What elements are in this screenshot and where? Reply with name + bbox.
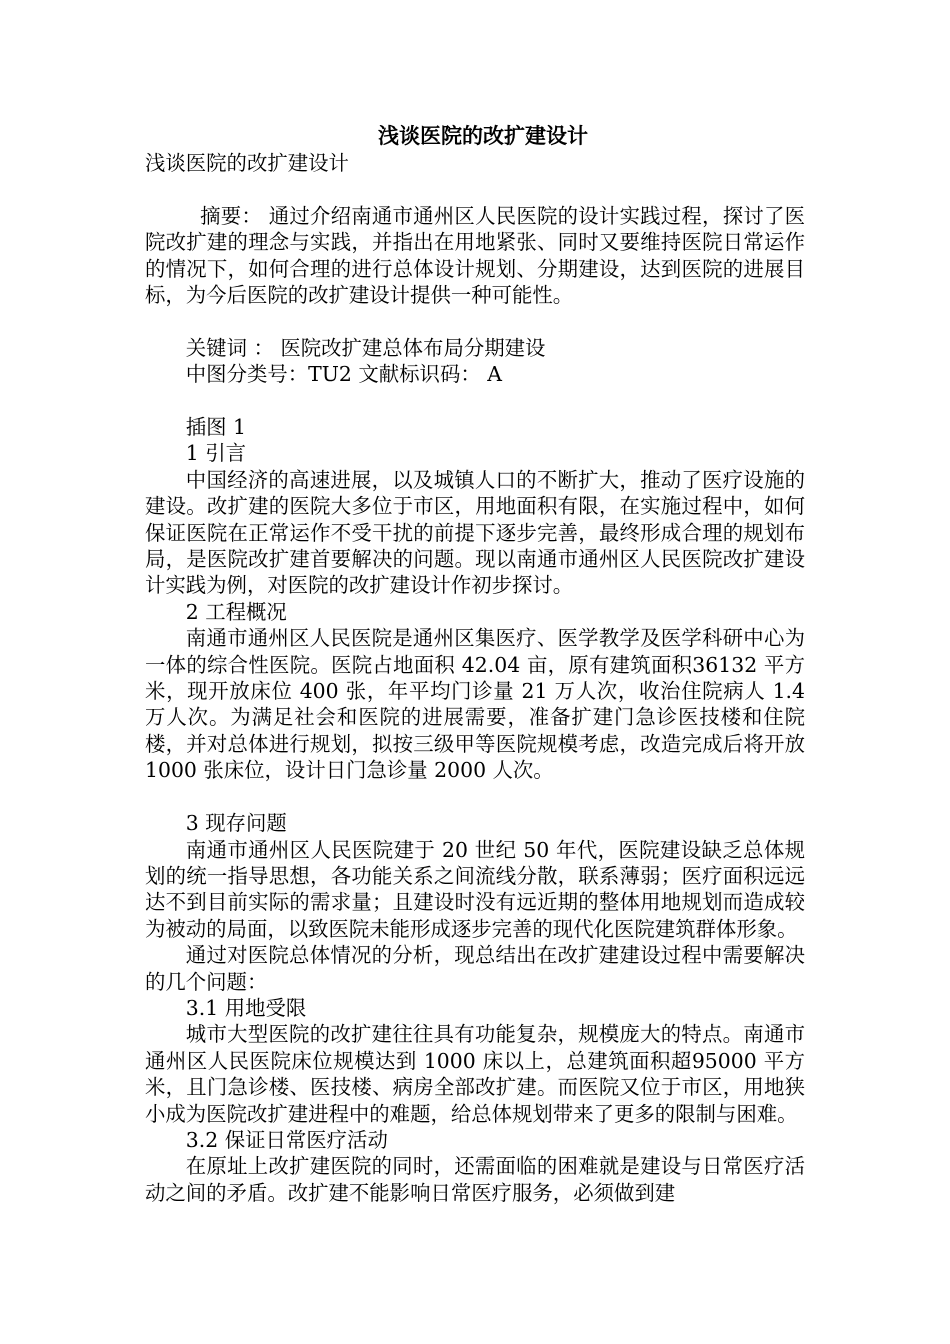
subsection-heading: 3.2 保证日常医疗活动 [185, 1127, 388, 1152]
subsection-heading: 3.1 用地受限 [185, 995, 307, 1020]
paragraph: 在原址上改扩建医院的同时，还需面临的困难就是建设与日常医疗活动之间的矛盾。改扩建不能影响日常医疗服务，必须做到建 [145, 1154, 805, 1205]
paragraph: 南通市通州区人民医院建于 20 世纪 50 年代，医院建设缺乏总体规划的统一指导思想，各功能关系之间流线分散，联系薄弱；医疗面积远远达不到目前实际的需求量；且建设时没有远近期的整体用地规划而造成较为被动的局面，以致医院未能形成逐步完善的现代化医院建筑群体形象。 [145, 837, 805, 941]
spacer [145, 784, 805, 810]
document-title: 浅谈医院的改扩建设计 [378, 123, 588, 148]
spacer [145, 176, 805, 202]
paragraph: 南通市通州区人民医院是通州区集医疗、医学教学及医学科研中心为一体的综合性医院。医院占地面积 42.04 亩，原有建筑面积36132 平方米，现开放床位 400 张，年平均门诊量 21 万人次，收治住院病人 1.4 万人次。为满足社会和医院的进展需要，准备扩建门急诊医技楼和住院楼，并对总体进行规划，拟按三级甲等医院规模考虑，改造完成后将开放 1000 张床位，设计日门急诊量 2000 人次。 [145, 626, 805, 783]
paragraph: 中国经济的高速进展，以及城镇人口的不断扩大，推动了医疗设施的建设。改扩建的医院大多位于市区，用地面积有限，在实施过程中，如何保证医院在正常运作不受干扰的前提下逐步完善，最终形成合理的规划布局，是医院改扩建首要解决的问题。现以南通市通州区人民医院改扩建设计实践为例，对医院的改扩建设计作初步探讨。 [145, 467, 805, 598]
classification-line: 中图分类号：TU2 文献标识码： A [185, 362, 502, 387]
paragraph: 城市大型医院的改扩建往往具有功能复杂，规模庞大的特点。南通市通州区人民医院床位规模达到 1000 床以上，总建筑面积超95000 平方米，且门急诊楼、医技楼、病房全部改扩建。而医院又位于市区，用地狭小成为医院改扩建进程中的难题，给总体规划带来了更多的限制与困难。 [145, 1022, 805, 1126]
section-heading: 1 引言 [185, 441, 247, 466]
spacer [145, 388, 805, 414]
section-heading: 3 现存问题 [185, 811, 287, 836]
abstract-paragraph: 摘要： 通过介绍南通市通州区人民医院的设计实践过程，探讨了医院改扩建的理念与实践，并指出在用地紧张、同时又要维持医院日常运作的情况下，如何合理的进行总体设计规划、分期建设，达到医院的进展目标，为今后医院的改扩建设计提供一种可能性。 [145, 203, 805, 308]
figure-caption: 插图 1 [185, 415, 247, 440]
document-page [145, 122, 805, 1206]
section-heading: 2 工程概况 [185, 599, 287, 624]
document-subtitle: 浅谈医院的改扩建设计 [145, 151, 349, 175]
spacer [145, 308, 805, 334]
keywords-line: 关键词 ： 医院改扩建总体布局分期建设 [185, 335, 546, 360]
paragraph: 通过对医院总体情况的分析，现总结出在改扩建建设过程中需要解决的几个问题： [145, 943, 805, 994]
